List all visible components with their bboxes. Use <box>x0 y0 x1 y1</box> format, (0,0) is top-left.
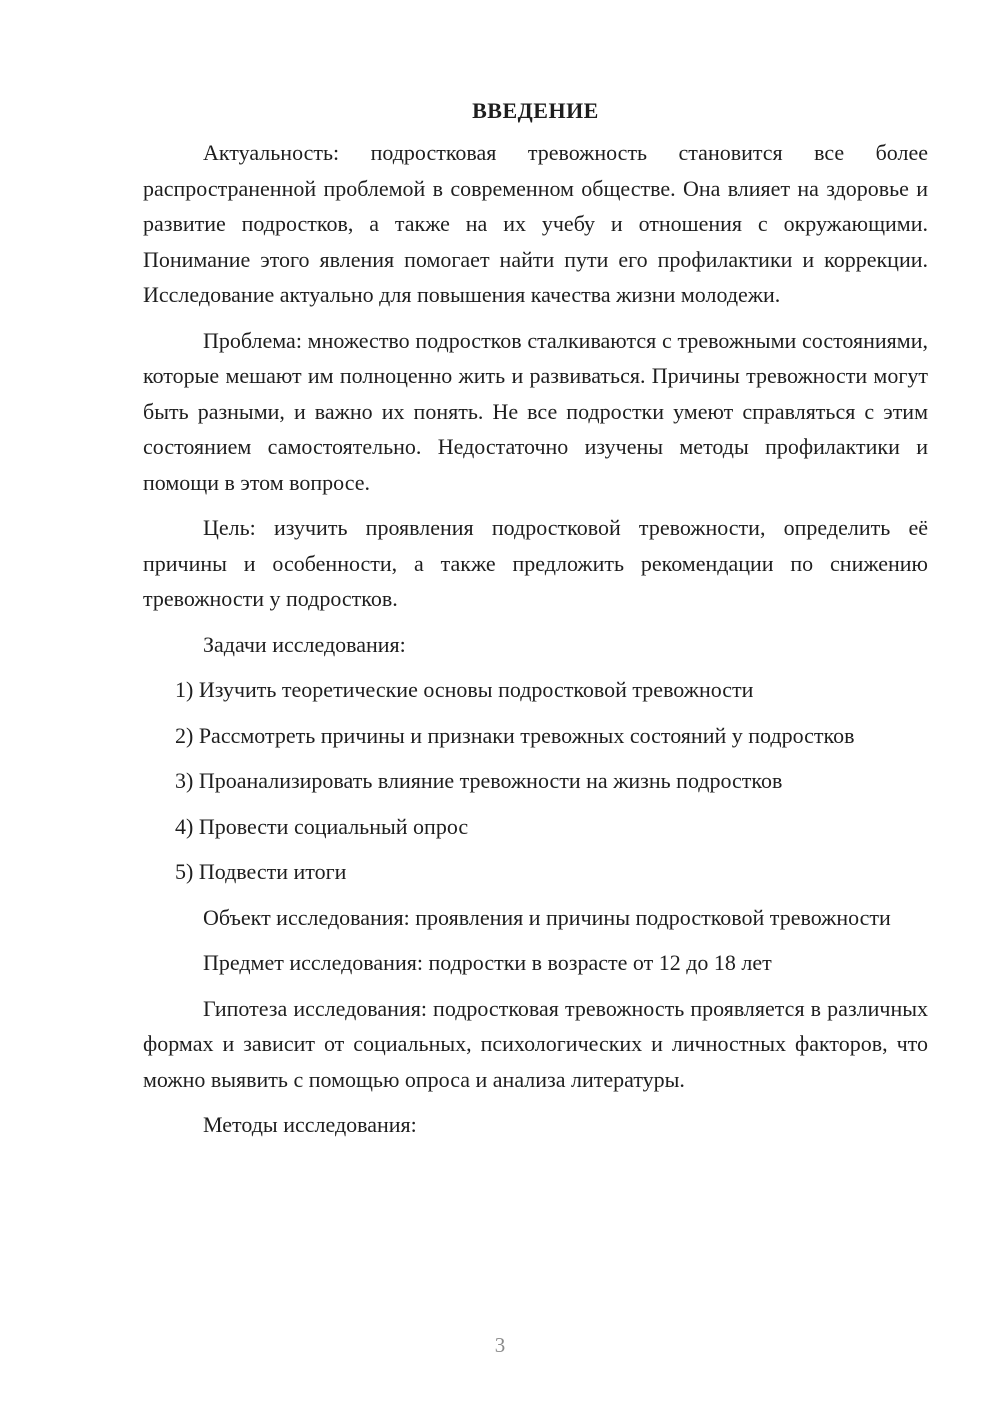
goal-paragraph: Цель: изучить проявления подростковой тревожности, определить её причины и особенности, а также предложить рекомендации по снижению тревожности у подростков. <box>143 515 928 611</box>
task-item: 5) Подвести итоги <box>175 859 347 884</box>
methods-label: Методы исследования: <box>203 1112 417 1137</box>
tasks-list <box>143 672 928 890</box>
page-content <box>143 92 928 1153</box>
problem-paragraph: Проблема: множество подростков сталкиваются с тревожными состояниями, которые мешают им полноценно жить и развиваться. Причины тревожности могут быть разными, и важно их понять. Не все подростки умеют справляться с этим состоянием самостоятельно. Недостаточно изучены методы профилактики и помощи в этом вопросе. <box>143 327 928 495</box>
hypothesis-paragraph: Гипотеза исследования: подростковая тревожность проявляется в различных формах и зависит от социальных, психологических и личностных факторов, что можно выявить с помощью опроса и анализа литературы. <box>143 995 928 1092</box>
page-number: 3 <box>494 1333 506 1357</box>
section-heading: ВВЕДЕНИЕ <box>472 98 599 123</box>
object-paragraph: Объект исследования: проявления и причины подростковой тревожности <box>203 904 891 930</box>
task-item: 1) Изучить теоретические основы подростковой тревожности <box>175 677 754 702</box>
tasks-label: Задачи исследования: <box>203 631 406 657</box>
task-item: 3) Проанализировать влияние тревожности на жизнь подростков <box>175 768 783 793</box>
task-item: 4) Провести социальный опрос <box>175 813 469 839</box>
subject-paragraph: Предмет исследования: подростки в возрасте от 12 до 18 лет <box>203 950 772 975</box>
task-item: 2) Рассмотреть причины и признаки тревожных состояний у подростков <box>175 722 855 748</box>
relevance-paragraph: Актуальность: подростковая тревожность становится все более распространенной проблемой в современном обществе. Она влияет на здоровье и развитие подростков, а также на их учебу и отношения с окружающими. Понимание этого явления помогает найти пути его профилактики и коррекции. Исследование актуально для повышения качества жизни молодежи. <box>143 140 928 307</box>
